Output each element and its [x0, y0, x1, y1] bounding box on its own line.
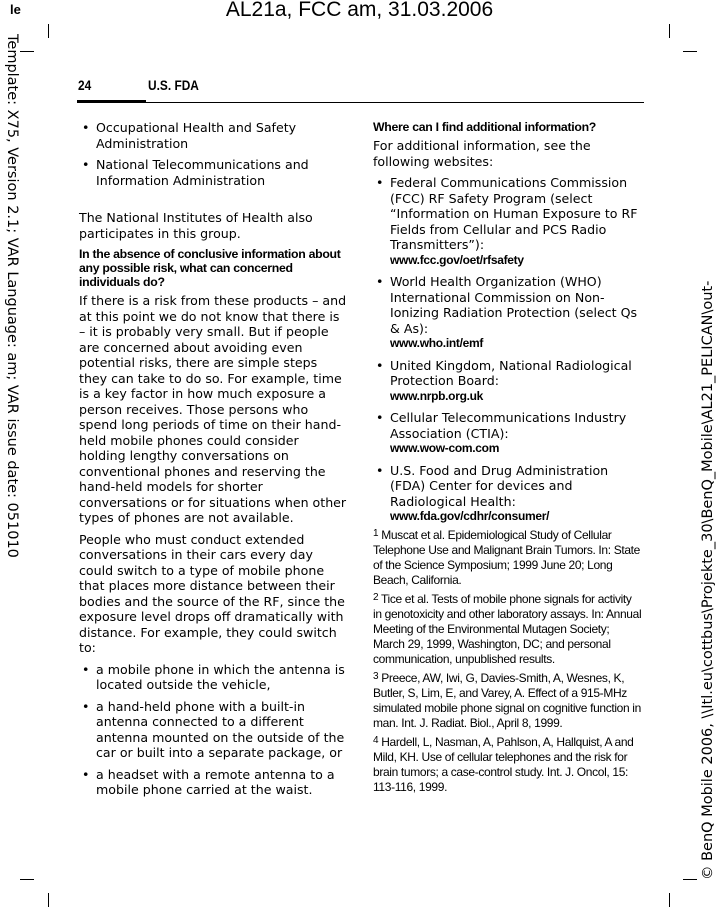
- footnote-number: 2: [373, 591, 379, 603]
- crop-mark: [669, 893, 670, 907]
- body-paragraph: If there is a risk from these products – and at this point we do not know that there is – it is probably very small. But if people are concerned about avoiding even potential risks, there are simple steps they can take to do so. For example, time is a key factor in how much exposure a person receives. Those persons who spend long periods of time on their hand-held mobile phones could consider holding lengthy conversations on conventional phones and reserving the hand-held models for shorter conversations or for situations when other types of phones are not available.: [79, 293, 347, 525]
- corner-text-fragment: le: [10, 2, 21, 17]
- resource-item: [373, 463, 643, 525]
- crop-mark: [20, 51, 34, 52]
- resource-link[interactable]: www.fcc.gov/oet/rfsafety: [390, 252, 524, 267]
- footnote-text: Hardell, L, Nasman, A, Pahlson, A, Hallquist, A and Mild, KH. Use of cellular telephones and the risk for brain tumors; a case-control study. Int. J. Oncol, 15: 113-116, 1999.: [373, 734, 634, 794]
- nih-paragraph: The National Institutes of Health also participates in this group.: [79, 210, 313, 241]
- footnote-text: Preece, AW, Iwi, G, Davies-Smith, A, Wesnes, K, Butler, S, Lim, E, and Varey, A. Effect of a 915-MHz simulated mobile phone signal on cognitive function in man. Int. J. Radiat. Biol., April 8, 1999.: [373, 670, 641, 730]
- list-item: [79, 699, 347, 761]
- resource-text: U.S. Food and Drug Administration (FDA) Center for devices and Radiological Health:: [390, 462, 609, 509]
- copyright-side-text: © BenQ Mobile 2006, \\Itl.eu\cottbus\Projekte_30\BenQ_Mobile\AL21_PELICAN\out-: [700, 280, 716, 880]
- bullet-icon: •: [82, 766, 90, 782]
- section-heading: Where can I find additional information?: [373, 120, 597, 134]
- bullet-icon: •: [82, 157, 90, 172]
- crop-mark: [683, 879, 697, 880]
- footnote-text: Tice et al. Tests of mobile phone signals for activity in genotoxicity and other laboratory assays. In: Annual Meeting of the Environmental Mutagen Society; March 29, 1999, Washington, DC; and personal communication, unpublished results.: [373, 591, 642, 666]
- bullet-icon: •: [376, 357, 384, 373]
- intro-paragraph: For additional information, see the following websites:: [373, 138, 591, 169]
- list-item-text: a hand-held phone with a built-in antenna connected to a different antenna mounted on the outside of the car or built into a separate package, or: [96, 698, 345, 760]
- footnote-number: 4: [373, 734, 379, 746]
- bullet-icon: •: [376, 274, 384, 289]
- resource-item: [373, 175, 643, 268]
- resource-text: United Kingdom, National Radiological Protection Board:: [390, 357, 632, 388]
- left-column: [79, 120, 347, 804]
- list-item: [79, 120, 347, 151]
- resource-link[interactable]: www.fda.gov/cdhr/consumer/: [390, 509, 550, 523]
- list-item-text: Occupational Health and Safety Administration: [96, 120, 297, 151]
- header-rule: [77, 102, 644, 103]
- list-item-text: National Telecommunications and Information Administration: [96, 157, 309, 188]
- resource-text: World Health Organization (WHO) International Commission on Non-Ionizing Radiation Protection (select Qs & As):: [390, 274, 638, 336]
- list-item-text: a headset with a remote antenna to a mobile phone carried at the waist.: [96, 766, 335, 797]
- footnote: [373, 735, 643, 795]
- crop-mark: [48, 893, 49, 907]
- footnote-number: 1: [373, 527, 379, 539]
- bullet-icon: •: [376, 175, 384, 190]
- resource-text: Federal Communications Commission (FCC) RF Safety Program (select “Information on Human Exposure to RF Fields from Cellular and PCS Radio Transmitters”):: [390, 175, 638, 252]
- resource-link[interactable]: www.who.int/emf: [390, 336, 484, 350]
- list-item-text: a mobile phone in which the antenna is located outside the vehicle,: [96, 661, 345, 692]
- list-item: [79, 767, 347, 798]
- template-side-text: Template: X75, Version 2.1; VAR Language: am; VAR issue date: 051010: [4, 34, 20, 558]
- body-paragraph: People who must conduct extended conversations in their cars every day could switch to a type of mobile phone that places more distance between their bodies and the source of the RF, since the exposure level drops off dramatically with distance. For example, they could switch to:: [79, 531, 345, 655]
- list-item: [79, 662, 347, 693]
- question-heading: In the absence of conclusive information about any possible risk, what can concerned individuals do?: [79, 247, 341, 289]
- footnote: [373, 671, 643, 731]
- bullet-icon: •: [376, 410, 384, 425]
- resource-text: Cellular Telecommunications Industry Association (CTIA):: [390, 410, 627, 441]
- footnote: [373, 592, 643, 667]
- crop-mark: [669, 24, 670, 38]
- print-header-title: AL21a, FCC am, 31.03.2006: [225, 0, 494, 21]
- crop-mark: [48, 24, 49, 38]
- resource-item: [373, 410, 643, 457]
- crop-mark: [20, 879, 34, 880]
- running-head: U.S. FDA: [148, 77, 199, 93]
- resource-link[interactable]: www.nrpb.org.uk: [390, 388, 484, 403]
- resource-item: [373, 358, 643, 405]
- resource-item: [373, 274, 643, 352]
- page-number: 24: [78, 77, 92, 93]
- footnote: [373, 528, 643, 588]
- footnote-text: Muscat et al. Epidemiological Study of Cellular Telephone Use and Malignant Brain Tumors. In: State of the Science Symposium; 1999 June 20; Long Beach, California.: [373, 527, 640, 587]
- list-item: [79, 157, 347, 188]
- resource-link[interactable]: www.wow-com.com: [390, 441, 500, 455]
- bullet-icon: •: [82, 120, 90, 135]
- right-column: [373, 120, 643, 799]
- bullet-icon: •: [82, 698, 90, 714]
- crop-mark: [683, 51, 697, 52]
- bullet-icon: •: [376, 462, 384, 478]
- bullet-icon: •: [82, 661, 90, 677]
- footnote-number: 3: [373, 670, 379, 682]
